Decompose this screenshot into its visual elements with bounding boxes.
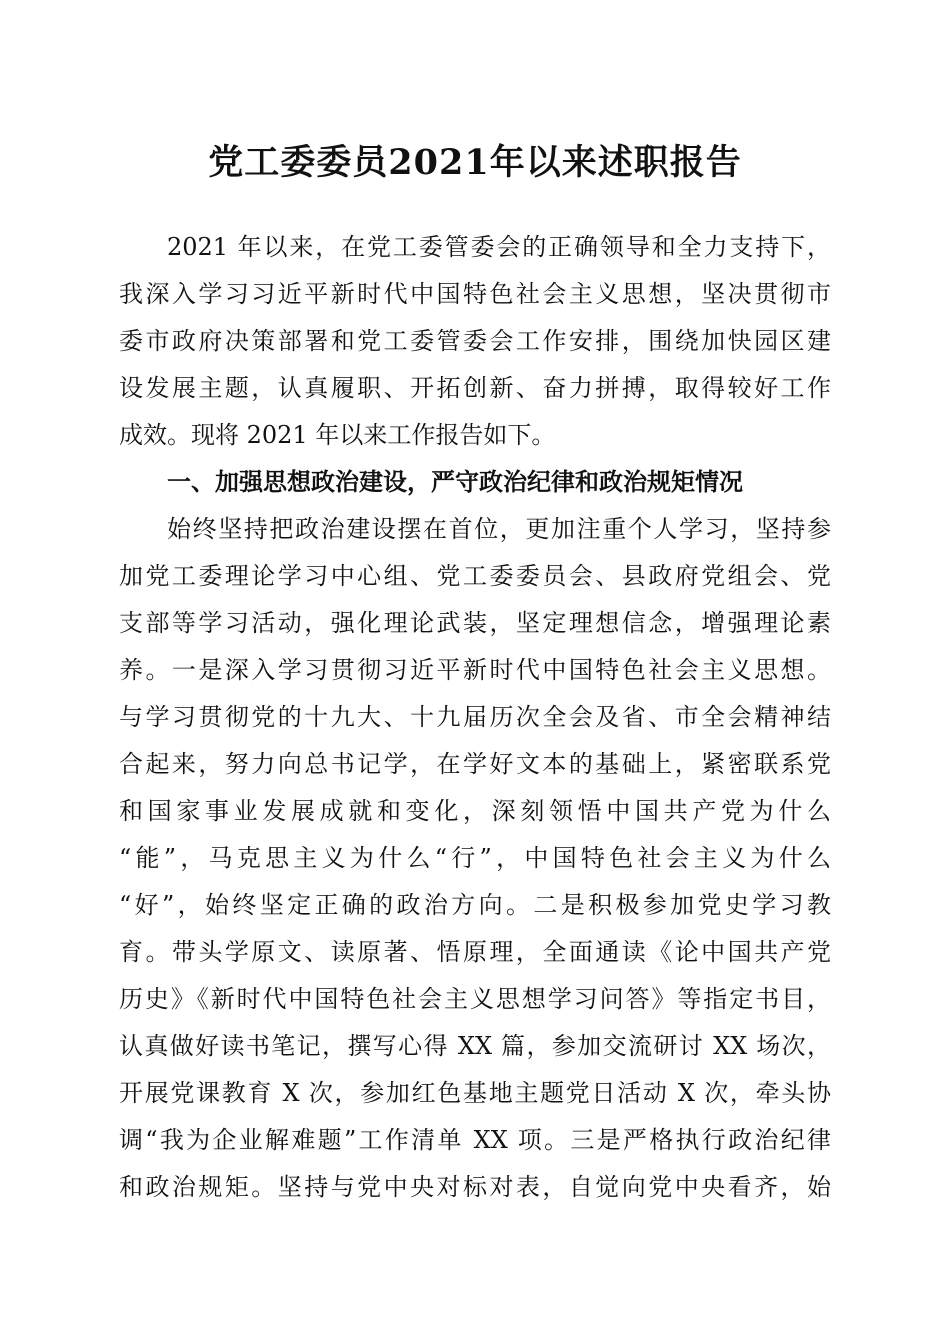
section-paragraph-line: 支部等学习活动，强化理论武装，坚定理想信念，增强理论素 [119, 609, 831, 637]
section-paragraph-line: 合起来，努力向总书记学，在学好文本的基础上，紧密联系党 [119, 750, 831, 778]
intro-paragraph-line: 成效。现将 2021 年以来工作报告如下。 [119, 421, 556, 449]
intro-paragraph-line: 设发展主题，认真履职、开拓创新、奋力拼搏，取得较好工作 [119, 374, 831, 402]
intro-paragraph-line: 我深入学习习近平新时代中国特色社会主义思想，坚决贯彻市 [119, 280, 831, 308]
section-paragraph-line: 调“我为企业解难题”工作清单 XX 项。三是严格执行政治纪律 [119, 1126, 831, 1154]
document-title: 党工委委员2021年以来述职报告 [208, 142, 742, 183]
section-paragraph-line: 与学习贯彻党的十九大、十九届历次全会及省、市全会精神结 [119, 703, 831, 731]
intro-paragraph-line: 委市政府决策部署和党工委管委会工作安排，围绕加快园区建 [119, 327, 831, 355]
section-heading: 一、加强思想政治建设，严守政治纪律和政治规矩情况 [167, 468, 743, 496]
section-paragraph-line: 和政治规矩。坚持与党中央对标对表，自觉向党中央看齐，始 [119, 1173, 831, 1201]
section-paragraph-line: “能”，马克思主义为什么“行”，中国特色社会主义为什么 [119, 844, 831, 872]
section-paragraph-line: 始终坚持把政治建设摆在首位，更加注重个人学习，坚持参 [167, 515, 831, 543]
document-body [119, 224, 831, 1211]
section-paragraph-line: 加党工委理论学习中心组、党工委委员会、县政府党组会、党 [119, 562, 831, 590]
section-paragraph-line: 开展党课教育 X 次，参加红色基地主题党日活动 X 次，牵头协 [119, 1079, 831, 1107]
section-paragraph-line: 和国家事业发展成就和变化，深刻领悟中国共产党为什么 [119, 797, 831, 825]
section-paragraph-line: 养。一是深入学习贯彻习近平新时代中国特色社会主义思想。 [119, 656, 831, 684]
section-paragraph-line: 认真做好读书笔记，撰写心得 XX 篇，参加交流研讨 XX 场次， [119, 1032, 831, 1060]
intro-paragraph-line: 2021 年以来，在党工委管委会的正确领导和全力支持下， [167, 233, 831, 261]
section-paragraph-line: “好”，始终坚定正确的政治方向。二是积极参加党史学习教 [119, 891, 831, 919]
section-paragraph-line: 历史》《新时代中国特色社会主义思想学习问答》等指定书目， [119, 985, 831, 1013]
section-paragraph-line: 育。带头学原文、读原著、悟原理，全面通读《论中国共产党 [119, 938, 831, 966]
